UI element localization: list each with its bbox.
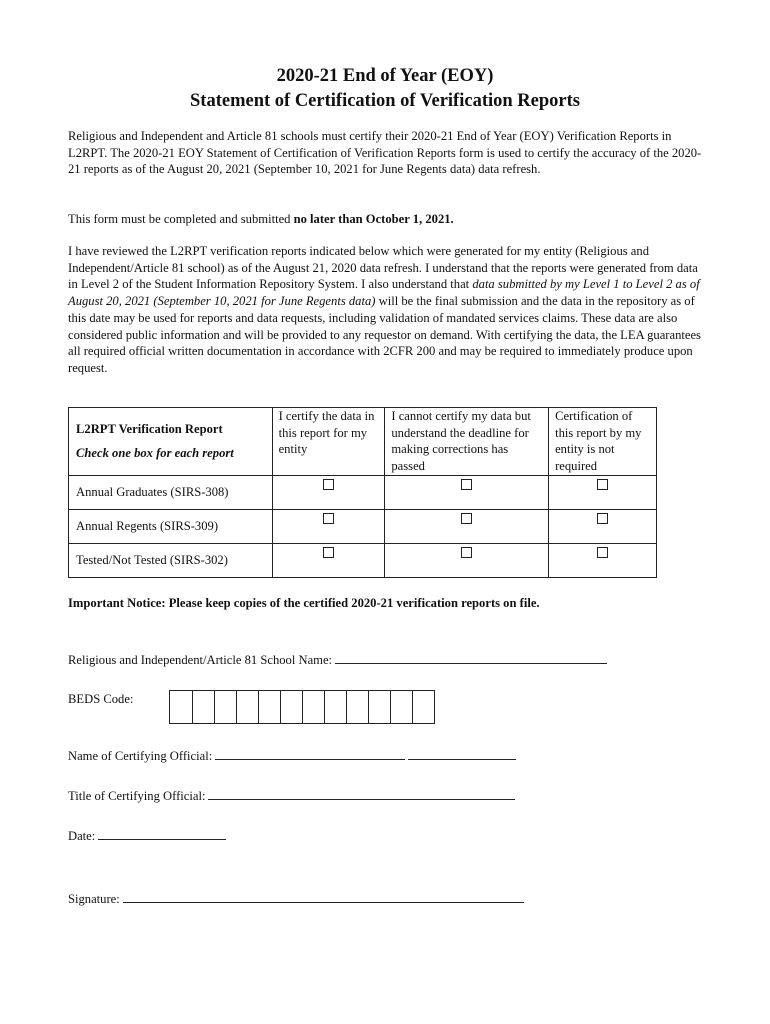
- beds-code-label: BEDS Code:: [68, 692, 134, 706]
- report-name: Annual Regents (SIRS-309): [69, 510, 273, 544]
- not-required-checkbox[interactable]: [597, 479, 608, 490]
- beds-digit-box[interactable]: [236, 691, 258, 723]
- official-name-label: Name of Certifying Official:: [68, 749, 213, 763]
- official-name-field-2[interactable]: [408, 747, 516, 760]
- not-required-checkbox[interactable]: [597, 547, 608, 558]
- not-required-checkbox[interactable]: [597, 513, 608, 524]
- official-title-label: Title of Certifying Official:: [68, 789, 206, 803]
- header-instruction: Check one box for each report: [76, 446, 234, 460]
- table-row: [69, 510, 657, 544]
- beds-digit-box[interactable]: [258, 691, 280, 723]
- beds-digit-box[interactable]: [412, 691, 434, 723]
- beds-digit-box[interactable]: [302, 691, 324, 723]
- cannot-certify-checkbox[interactable]: [461, 547, 472, 558]
- official-name-field[interactable]: [215, 747, 405, 760]
- certify-checkbox[interactable]: [323, 513, 334, 524]
- school-name-row: [68, 651, 607, 668]
- deadline-prefix: This form must be completed and submitted: [68, 212, 294, 226]
- signature-label: Signature:: [68, 892, 120, 906]
- beds-digit-box[interactable]: [324, 691, 346, 723]
- beds-digit-box[interactable]: [170, 691, 192, 723]
- official-title-field[interactable]: [208, 787, 515, 800]
- date-label: Date:: [68, 829, 96, 843]
- date-field[interactable]: [98, 827, 226, 840]
- certify-checkbox[interactable]: [323, 547, 334, 558]
- table-header-row: [69, 408, 657, 476]
- table-row: [69, 544, 657, 578]
- document-subtitle: Statement of Certification of Verification Reports: [190, 91, 580, 111]
- statement-part2: will be the final submission and the data in the repository as of this date may be used for reports and data requests, including validation of mandated services claims. These data are also considered public information and will be provided to any requestor on demand. With certifying the data, the LEA guarantees all required official written documentation in accordance with 2CFR 200 and may be required to immediately produce upon request.: [68, 294, 701, 375]
- statement-italic: data submitted by my Level 1 to Level 2 as of August 20, 2021 (September 10, 2021 for June Regents data): [68, 277, 700, 309]
- signature-field[interactable]: [123, 890, 524, 903]
- certify-checkbox[interactable]: [323, 479, 334, 490]
- beds-digit-box[interactable]: [192, 691, 214, 723]
- school-name-field[interactable]: [335, 651, 607, 664]
- document-title: 2020-21 End of Year (EOY): [276, 66, 494, 86]
- official-name-row: [68, 747, 516, 764]
- beds-code-boxes[interactable]: [169, 690, 435, 724]
- report-name: Annual Graduates (SIRS-308): [69, 476, 273, 510]
- signature-row: [68, 890, 524, 907]
- beds-digit-box[interactable]: [346, 691, 368, 723]
- beds-digit-box[interactable]: [214, 691, 236, 723]
- official-title-row: [68, 787, 515, 804]
- header-not-required: Certification of this report by my entity is not required: [549, 408, 657, 476]
- header-certify: I certify the data in this report for my entity: [272, 408, 385, 476]
- beds-digit-box[interactable]: [390, 691, 412, 723]
- table-row: [69, 476, 657, 510]
- important-notice: Important Notice: Please keep copies of the certified 2020-21 verification reports on file.: [68, 596, 540, 610]
- header-cannot-certify: I cannot certify my data but understand the deadline for making corrections has passed: [385, 408, 549, 476]
- statement-part1: I have reviewed the L2RPT verification reports indicated below which were generated for my entity (Religious and Independent/Article 81 school) as of the August 21, 2020 data refresh. I understand that the reports were generated from data in Level 2 of the Student Information Repository System. I also understand that: [68, 244, 698, 292]
- statement-paragraph: [68, 243, 704, 377]
- date-row: [68, 827, 226, 844]
- intro-paragraph: Religious and Independent and Article 81 schools must certify their 2020-21 End of Year (EOY) Verification Reports in L2RPT. The 2020-21 EOY Statement of Certification of Verification Reports form is used to certify the accuracy of the 2020-21 reports as of the August 20, 2021 (September 10, 2021 for June Regents data) data refresh.: [68, 129, 702, 177]
- cannot-certify-checkbox[interactable]: [461, 513, 472, 524]
- cannot-certify-checkbox[interactable]: [461, 479, 472, 490]
- beds-digit-box[interactable]: [280, 691, 302, 723]
- header-report-title: L2RPT Verification Report: [76, 422, 223, 437]
- certification-table: [68, 407, 657, 578]
- report-name: Tested/Not Tested (SIRS-302): [69, 544, 273, 578]
- deadline-date: no later than October 1, 2021.: [293, 212, 454, 226]
- school-name-label: Religious and Independent/Article 81 School Name:: [68, 653, 333, 667]
- deadline-paragraph: [68, 211, 704, 228]
- beds-digit-box[interactable]: [368, 691, 390, 723]
- header-report-cell: [69, 408, 273, 476]
